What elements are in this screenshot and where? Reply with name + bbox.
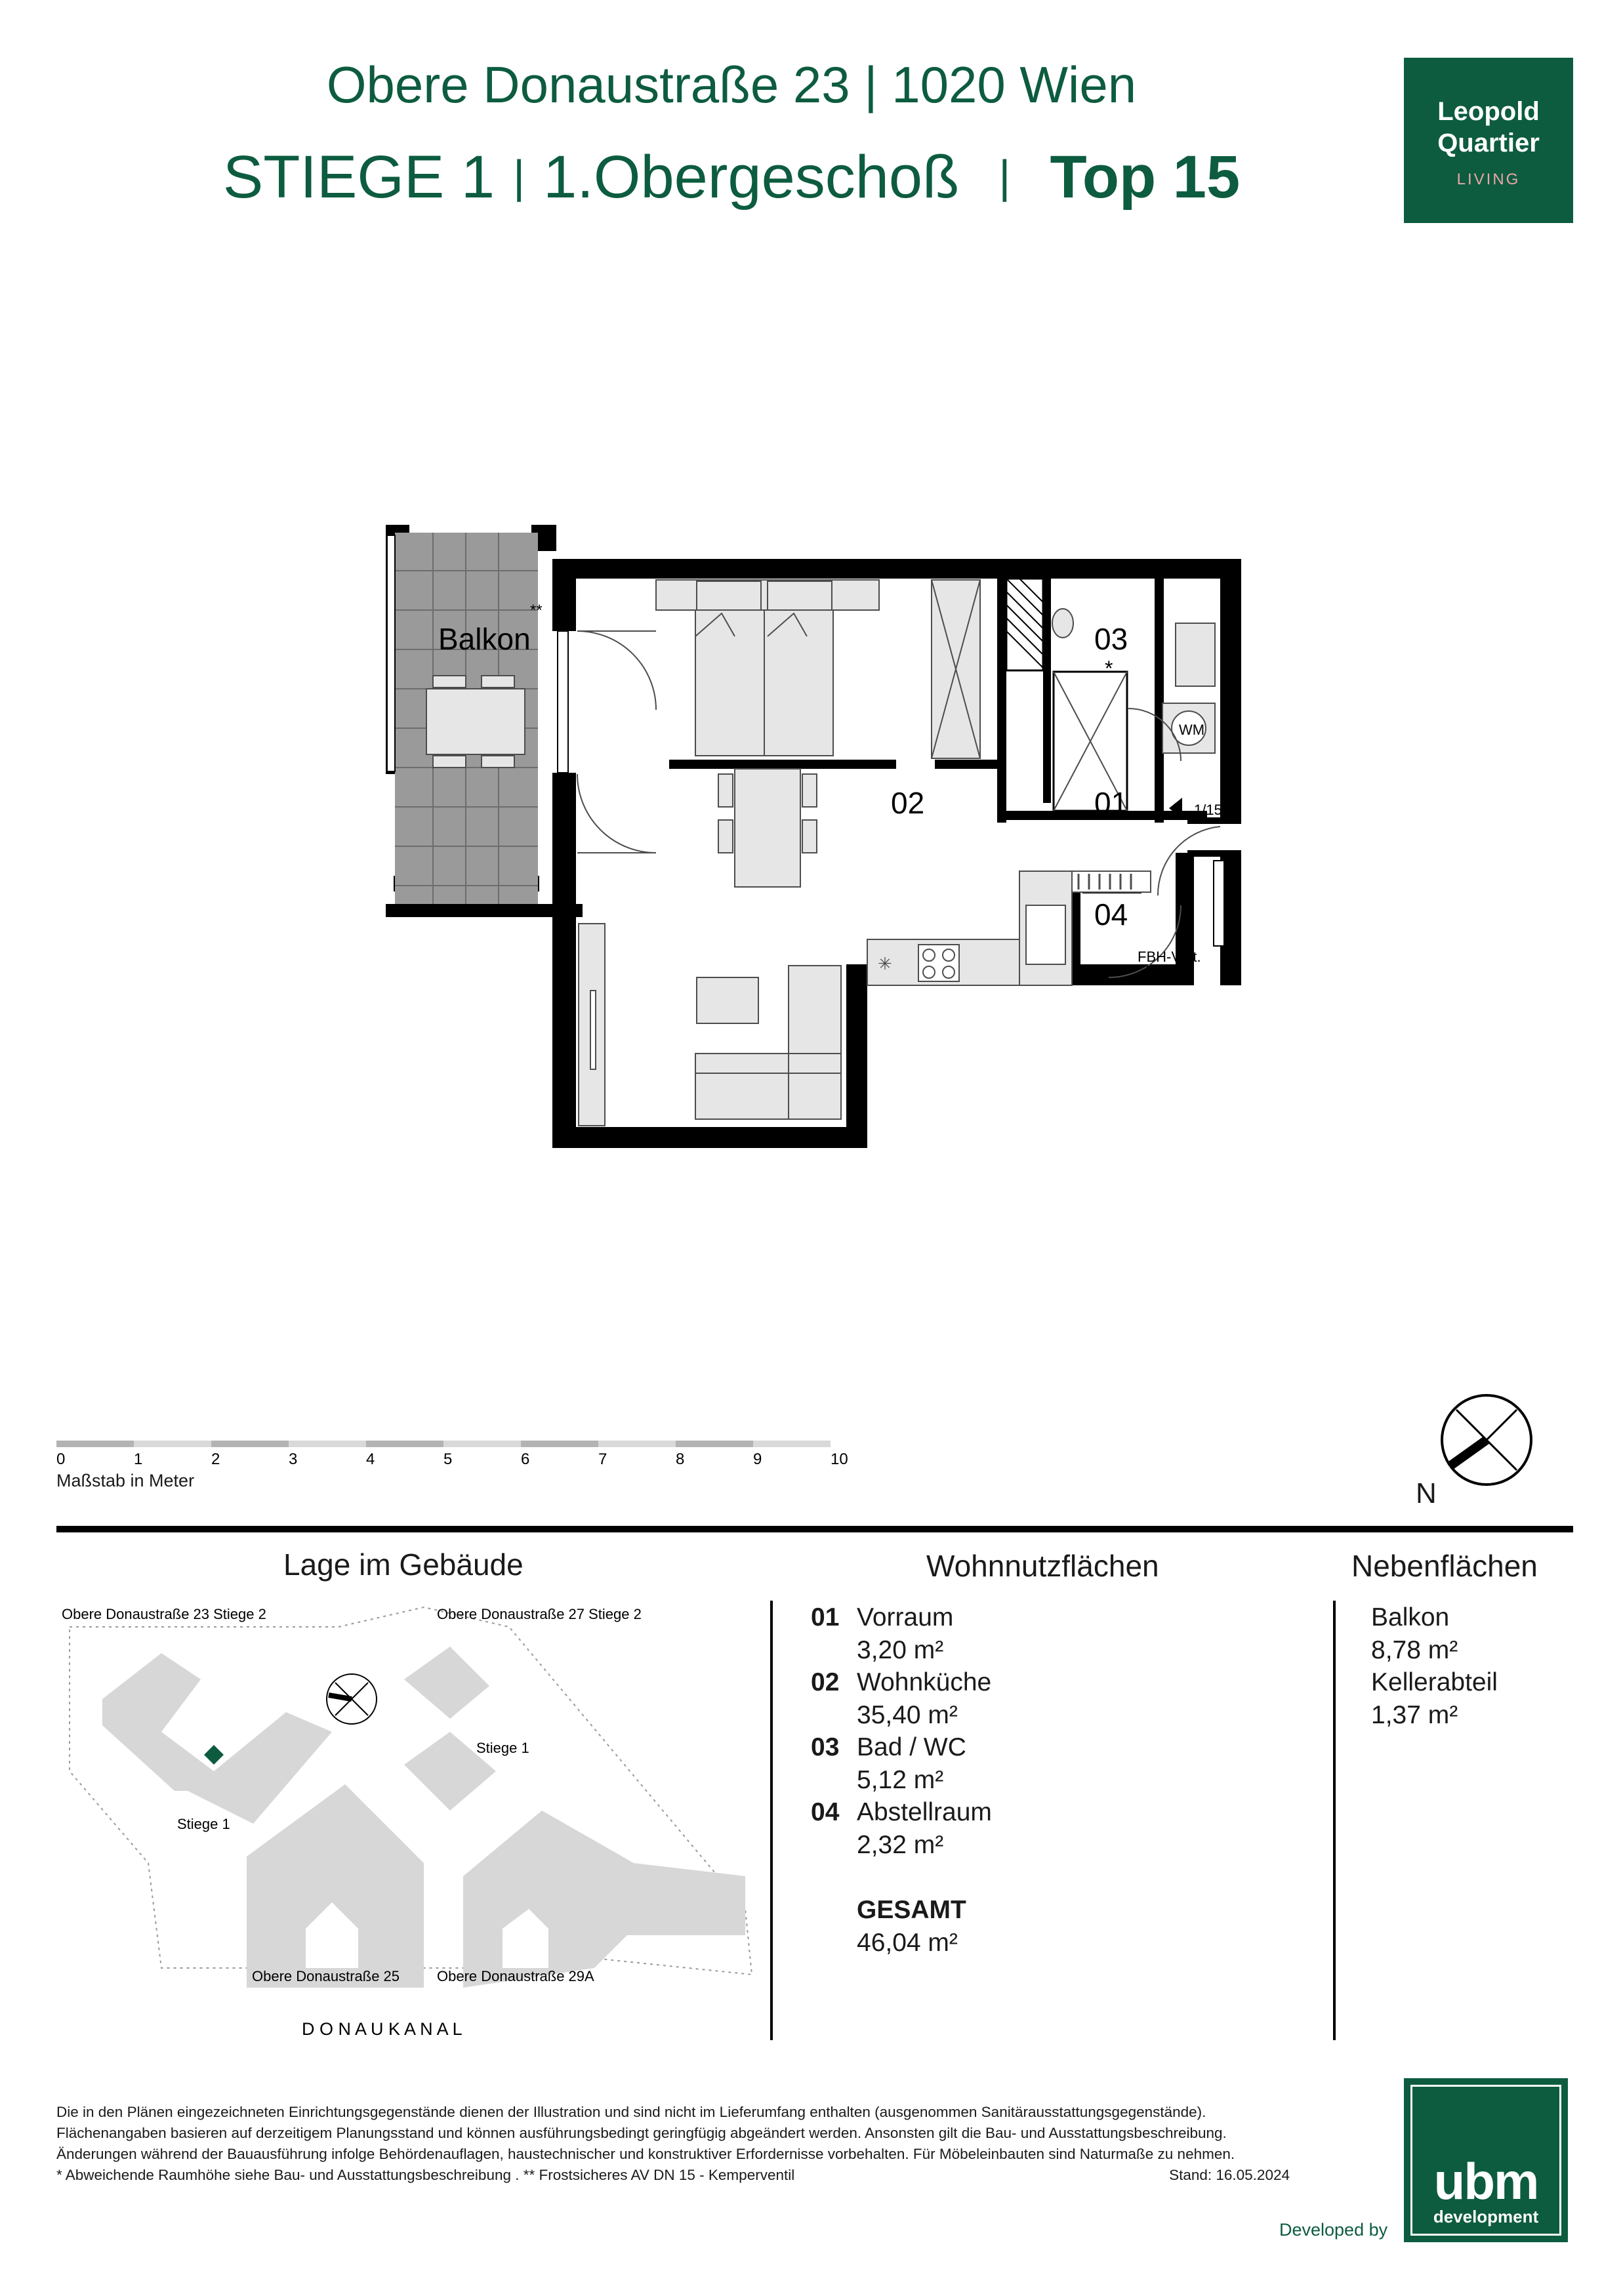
site-plan [56, 1601, 758, 2040]
column-divider [770, 1601, 773, 2040]
room-label-01: 01 [1094, 786, 1128, 820]
frost-valve-mark: ** [530, 602, 543, 619]
total-label: GESAMT [857, 1896, 966, 1924]
header-separator: | [512, 151, 525, 202]
tall-cabinet [579, 924, 605, 1126]
double-bed [656, 580, 879, 756]
site-label-od29a: Obere Donaustraße 29A [437, 1968, 594, 1984]
date-stamp: Stand: 16.05.2024 [1169, 2167, 1290, 2183]
scale-tick-label: 3 [289, 1450, 298, 1468]
coffee-table [697, 977, 758, 1023]
disclaimer-line: * Abweichende Raumhöhe siehe Bau- und Ausstattungsbeschreibung . ** Frostsicheres AV DN 15 - Kemperventil [56, 2167, 795, 2183]
list-item: 01 Vorraum [811, 1603, 954, 1631]
ubm-logo-subtext: development [1433, 2207, 1539, 2226]
item-area: 1,37 m² [1371, 1701, 1458, 1729]
disclaimer [56, 2102, 1290, 2186]
site-label-stiege1-right: Stiege 1 [476, 1740, 529, 1756]
list-item: 02 Wohnküche [811, 1668, 992, 1696]
north-arrow [1430, 1394, 1548, 1486]
site-label-od25: Obere Donaustraße 25 [252, 1968, 400, 1984]
room-label-04: 04 [1094, 897, 1128, 932]
location-heading: Lage im Gebäude [283, 1548, 524, 1582]
total-area: 46,04 m² [857, 1929, 958, 1957]
scale-segment [676, 1441, 753, 1447]
balcony-label: Balkon [438, 622, 531, 656]
unit-location-marker [204, 1745, 224, 1765]
scale-tick-label: 5 [443, 1450, 453, 1468]
section-divider [56, 1526, 1573, 1532]
disclaimer-line: Änderungen während der Bauausführung infolge Behördenauflagen, haustechnischer und konstruktiver Erfordernisse vorbehalten. Für Möbeleinbauten sind Naturmaße zu nehmen. [56, 2146, 1235, 2162]
wardrobe [932, 580, 980, 758]
developed-by-label: Developed by [1279, 2220, 1388, 2240]
disclaimer-line: Die in den Plänen eingezeichneten Einrichtungsgegenstände dienen der Illustration und sind nicht im Lieferumfang enthalten (ausgenommen Sanitärausstattungsgegenstände). [56, 2104, 1206, 2120]
floor-plan [367, 512, 1260, 1155]
secondary-area-heading: Nebenflächen [1351, 1549, 1538, 1583]
room-label-03: 03 [1094, 622, 1128, 656]
header-floor: 1.Obergeschoß [543, 144, 960, 211]
scale-tick-label: 6 [521, 1450, 530, 1468]
scale-tick-label: 1 [134, 1450, 143, 1468]
ubm-logo-text: ubm [1433, 2152, 1538, 2210]
dining-table [718, 769, 817, 887]
installation-shaft [1006, 579, 1043, 670]
room-area: 2,32 m² [857, 1831, 944, 1859]
header-separator-2: | [998, 151, 1011, 202]
canal-label: D O N A U K A N A L [302, 2019, 462, 2039]
scale-tick-label: 9 [753, 1450, 762, 1468]
list-item: 03 Bad / WC [811, 1733, 966, 1761]
scale-segment [753, 1441, 831, 1447]
scale-tick-label: 2 [211, 1450, 220, 1468]
room-area: 35,40 m² [857, 1701, 958, 1729]
room-area: 5,12 m² [857, 1766, 944, 1794]
logo-subtext: LIVING [1456, 171, 1521, 188]
fridge-icon: ✳ [878, 954, 892, 974]
room-03-height-mark: * [1105, 657, 1113, 680]
list-item: 04 Abstellraum [811, 1798, 992, 1826]
entry-label: 1/15 [1194, 802, 1222, 818]
fbh-distribution-label: FBH-Vert. [1138, 949, 1201, 965]
scale-segment [289, 1441, 366, 1447]
logo-text: Leopold Quartier [1437, 97, 1540, 157]
scale-tick-label: 7 [598, 1450, 607, 1468]
site-label-od27-stiege2: Obere Donaustraße 27 Stiege 2 [437, 1606, 642, 1622]
disclaimer-line: Flächenangaben basieren auf derzeitigem Planungsstand und können ausführungsbedingt geringfügig abgeändert werden. Ansonsten gilt die Bau- und Ausstattungsbeschreibung. [56, 2125, 1227, 2141]
scale-tick-label: 0 [56, 1450, 66, 1468]
scale-segment [521, 1441, 598, 1447]
scale-segment [443, 1441, 521, 1447]
scale-tick-label: 8 [676, 1450, 685, 1468]
header-unit-line [0, 143, 1463, 212]
scale-segment [366, 1441, 443, 1447]
partition-wall [669, 760, 896, 769]
balcony-table [426, 676, 525, 768]
living-area-heading: Wohnnutzflächen [926, 1549, 1159, 1583]
scale-bar [55, 1441, 875, 1471]
ubm-development-logo [1404, 2078, 1568, 2242]
scale-segment [56, 1441, 134, 1447]
scale-label: Maßstab in Meter [56, 1471, 195, 1490]
bathroom-fixtures [1052, 609, 1215, 811]
washing-machine-label: WM [1179, 722, 1205, 738]
site-label-stiege1-left: Stiege 1 [177, 1816, 230, 1832]
scale-segment [134, 1441, 211, 1447]
list-item: Kellerabteil [1371, 1668, 1498, 1696]
item-area: 8,78 m² [1371, 1636, 1458, 1664]
scale-tick-label: 4 [366, 1450, 375, 1468]
header-stair: STIEGE 1 [222, 144, 495, 211]
scale-segment [598, 1441, 676, 1447]
room-label-02: 02 [891, 786, 925, 820]
scale-tick-label: 10 [831, 1450, 848, 1468]
site-label-od23-stiege2: Obere Donaustraße 23 Stiege 2 [62, 1606, 266, 1622]
column-divider [1333, 1601, 1336, 2040]
electric-distribution-label: E-Vert. [1145, 963, 1190, 979]
header-address: Obere Donaustraße 23 | 1020 Wien [326, 56, 1137, 113]
scale-segment [211, 1441, 289, 1447]
room-area: 3,20 m² [857, 1636, 944, 1664]
north-label: N [1416, 1477, 1437, 1509]
list-item: Balkon [1371, 1603, 1450, 1631]
header-unit-number: Top 15 [1050, 144, 1241, 211]
leopold-quartier-logo [1404, 58, 1573, 223]
